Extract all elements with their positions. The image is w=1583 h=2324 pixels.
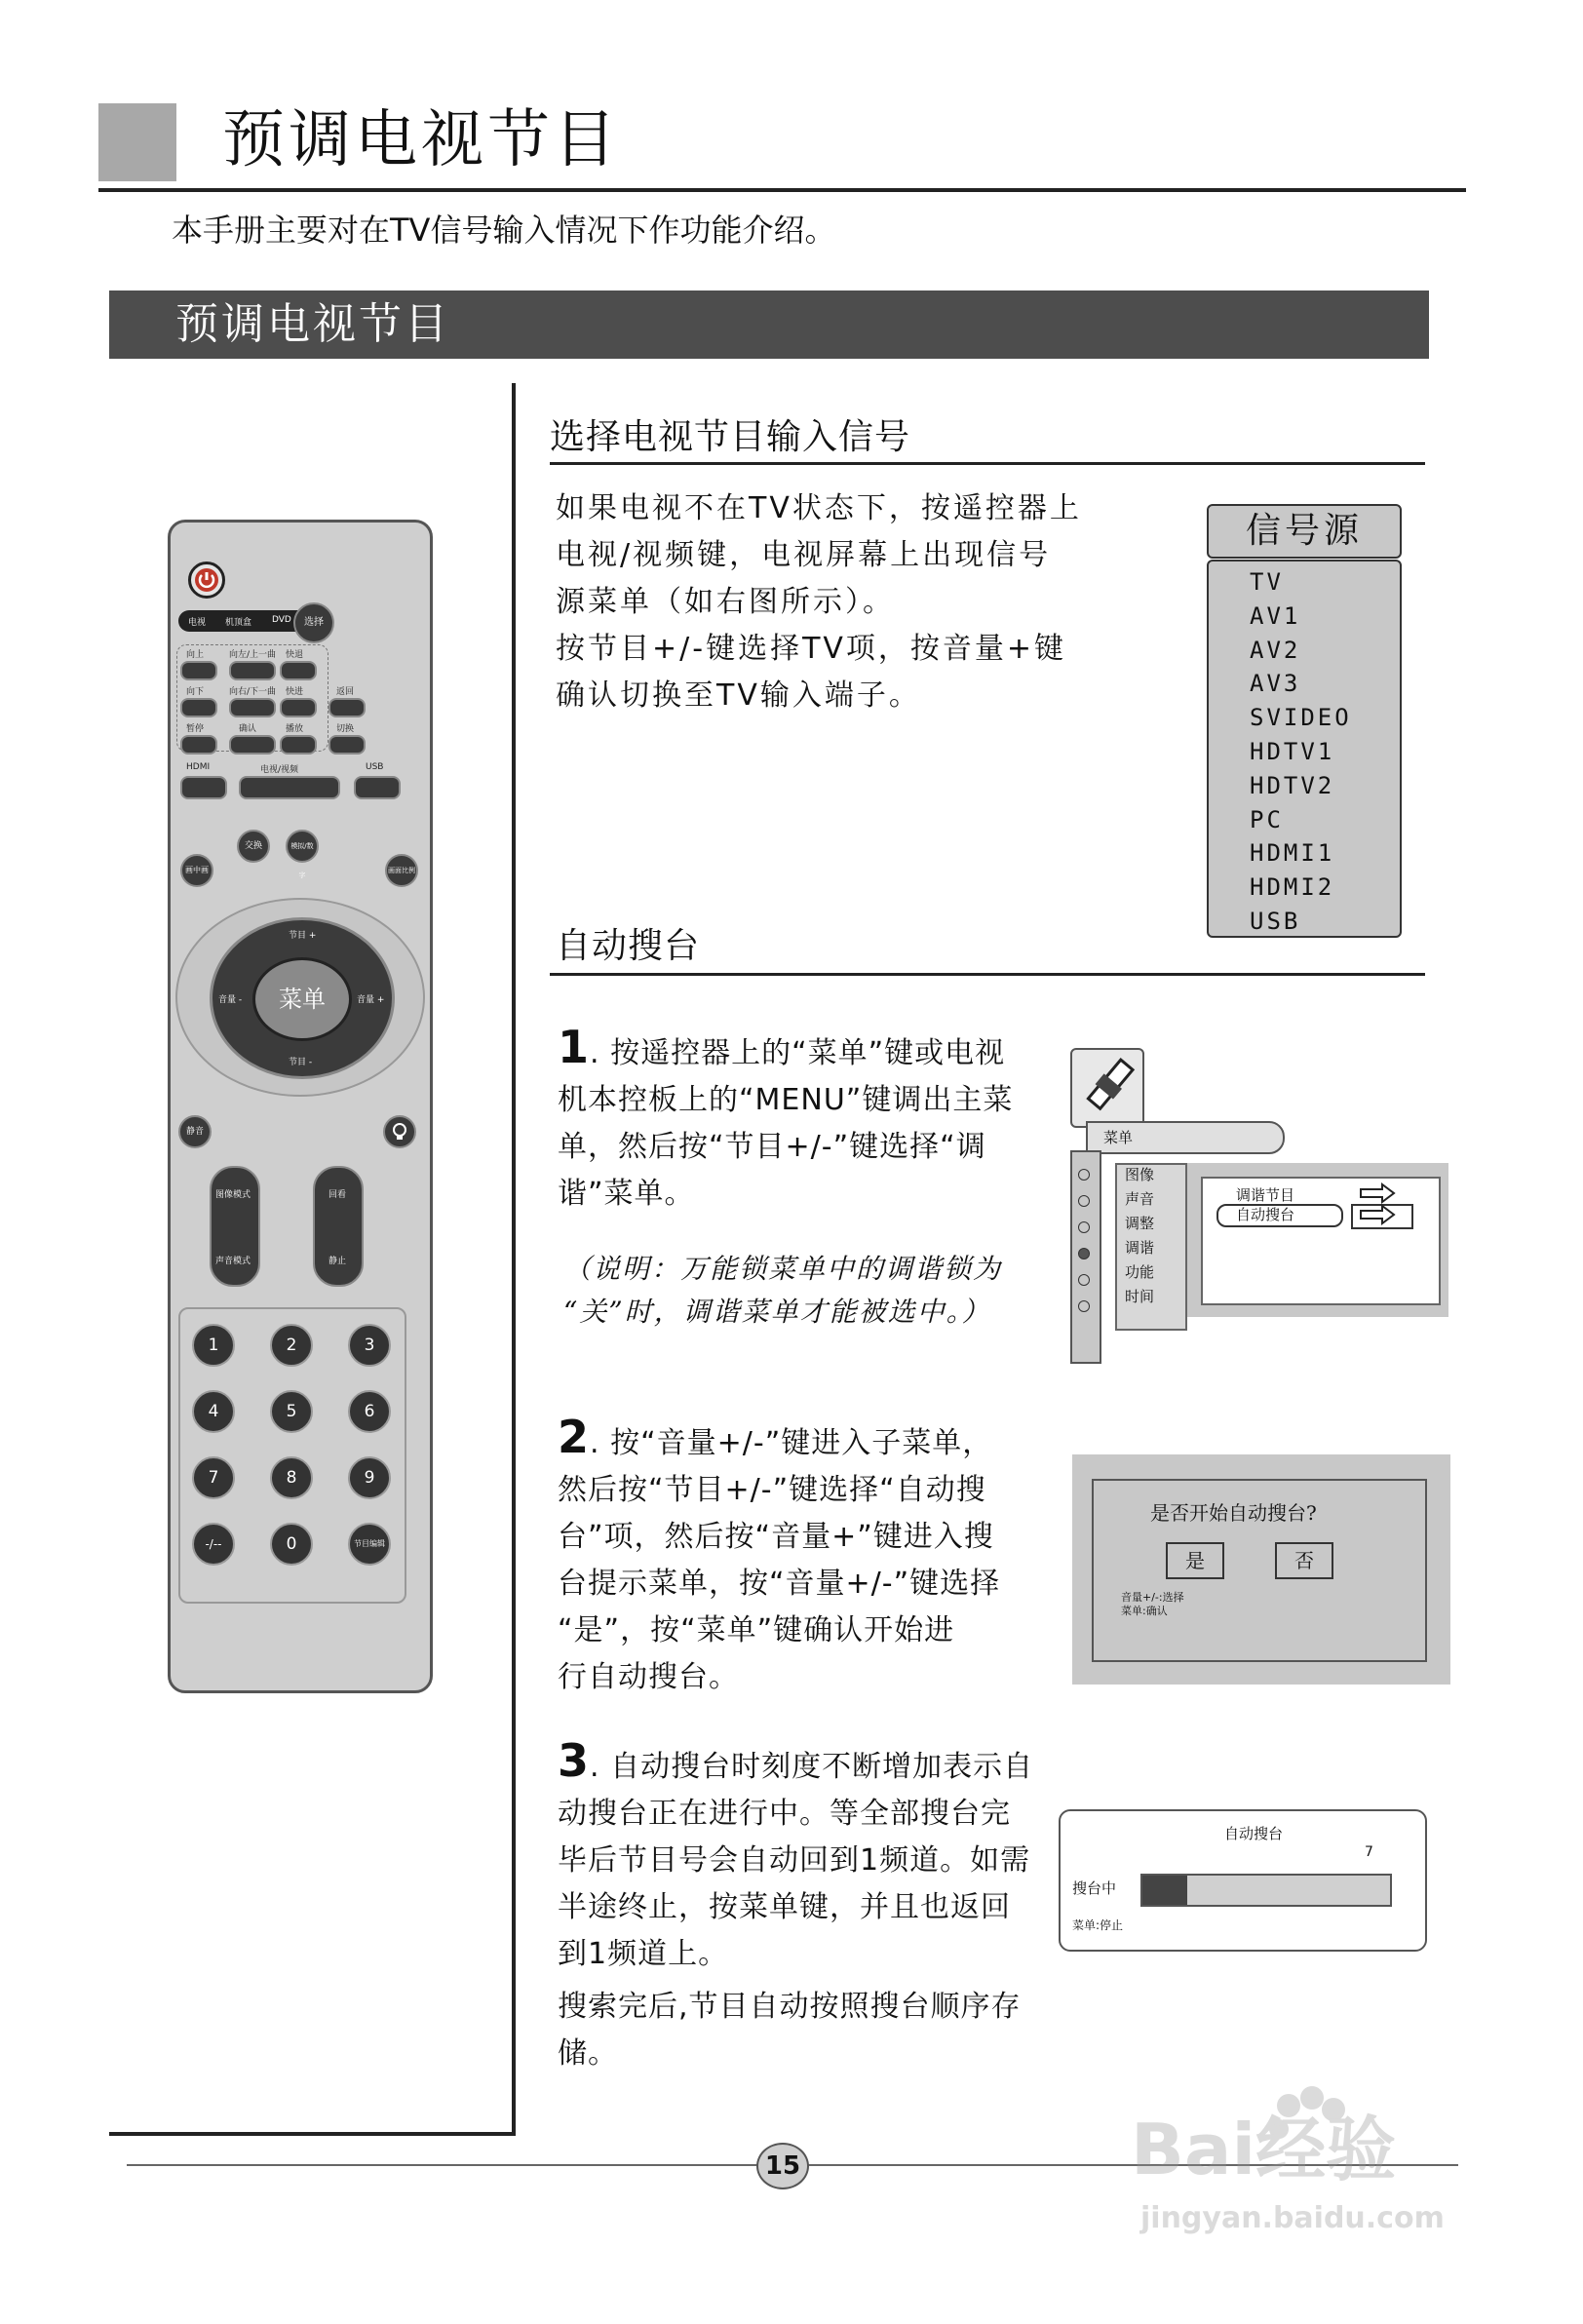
page-number: 15 xyxy=(756,2143,809,2189)
down-label: 向下 xyxy=(186,687,205,697)
source-item: USB xyxy=(1250,907,1301,935)
section-bar-title: 预调电视节目 xyxy=(175,299,450,349)
swap-label: 交换 xyxy=(244,841,262,851)
digit-3: 3 xyxy=(348,1324,391,1367)
menu-item: 调整 xyxy=(1125,1215,1155,1232)
confirm-key xyxy=(229,735,276,755)
source-item: HDTV2 xyxy=(1250,771,1335,799)
source-item: PC xyxy=(1250,805,1284,833)
confirm-dialog-screen xyxy=(1072,1454,1450,1685)
progress-channel: 7 xyxy=(1365,1844,1373,1860)
step1-note xyxy=(563,1248,1002,1334)
analog-digital-label: 模拟/数字 xyxy=(290,842,314,879)
return-key xyxy=(328,698,366,717)
forward-key xyxy=(280,698,317,717)
step1-note-line: （说明：万能锁菜单中的调谐锁为 xyxy=(563,1253,1003,1285)
pause-key xyxy=(180,735,217,755)
forward-label: 快进 xyxy=(286,687,304,697)
digit-7: 7 xyxy=(192,1456,235,1499)
digit-2: 2 xyxy=(270,1324,313,1367)
select-input-heading: 选择电视节目输入信号 xyxy=(550,417,911,457)
sound-mode-label: 声音模式 xyxy=(215,1257,251,1266)
program-edit-key: 节目编辑 xyxy=(348,1523,391,1566)
picture-sound-mode-key xyxy=(210,1166,260,1287)
header-rule xyxy=(98,188,1466,192)
source-item: SVIDEO xyxy=(1250,704,1352,732)
step2-line: . 按“音量+/-”键进入子菜单， xyxy=(590,1426,993,1460)
up-label: 向上 xyxy=(186,650,205,660)
digit-0: 0 xyxy=(270,1523,313,1566)
step1-line: 谐”菜单。 xyxy=(558,1177,695,1211)
left-prev-label: 向左/上一曲 xyxy=(229,650,277,660)
arrow-right-icon xyxy=(1359,1182,1398,1204)
select-button xyxy=(293,602,334,643)
source-item: HDTV1 xyxy=(1250,737,1335,765)
dialog-yes-button: 是 xyxy=(1166,1542,1224,1579)
progress-fill xyxy=(1142,1876,1187,1905)
column-bottom-rule xyxy=(109,2132,516,2136)
volume-down-label: 音量 - xyxy=(218,995,243,1005)
section-bar xyxy=(109,290,1429,359)
menu-item: 功能 xyxy=(1125,1263,1155,1281)
rewind-key xyxy=(280,661,317,680)
auto-search-rule xyxy=(550,973,1425,976)
digit-8: 8 xyxy=(270,1456,313,1499)
auto-search-heading: 自动搜台 xyxy=(556,926,701,966)
remote-control xyxy=(168,520,433,1693)
select-input-line: 如果电视不在TV状态下，按遥控器上 xyxy=(556,491,1082,525)
dialog-hint: 菜单:确认 xyxy=(1121,1605,1168,1617)
rewind-label: 快退 xyxy=(286,650,304,660)
right-next-label: 向右/下一曲 xyxy=(229,687,277,697)
select-input-line: 按节目+/-键选择TV项，按音量+键 xyxy=(556,632,1067,666)
dialog-hints xyxy=(1121,1591,1184,1618)
digit-9: 9 xyxy=(348,1456,391,1499)
mode-stb-label: 机顶盒 xyxy=(225,618,252,628)
baidu-paw-logo-icon xyxy=(1121,2076,1462,2193)
digit-5: 5 xyxy=(270,1390,313,1433)
menu-radios xyxy=(1078,1169,1090,1325)
channel-up-label: 节目 + xyxy=(289,931,317,941)
step1-line: 单，然后按“节目+/-”键选择“调 xyxy=(558,1130,986,1164)
source-item: AV3 xyxy=(1250,670,1301,698)
progress-screen xyxy=(1059,1809,1427,1952)
menu-item: 图像 xyxy=(1125,1166,1155,1183)
menu-item: 调谐 xyxy=(1125,1239,1155,1257)
lightbulb-icon xyxy=(385,1117,414,1146)
usb-key xyxy=(354,776,401,799)
source-menu xyxy=(1207,560,1402,938)
volume-up-label: 音量 + xyxy=(357,995,385,1005)
step3-line: 半途终止，按菜单键，并且也返回 xyxy=(558,1890,1011,1924)
recall-label: 回看 xyxy=(328,1190,347,1200)
menu-center-button xyxy=(252,957,352,1041)
switch-key xyxy=(328,735,366,755)
step3-line: . 自动搜台时刻度不断增加表示自 xyxy=(590,1750,1034,1784)
analog-digital-button xyxy=(286,830,319,879)
step3-line: 毕后节目号会自动回到1频道。如需 xyxy=(558,1843,1031,1878)
step3-line: 到1频道上。 xyxy=(558,1937,729,1971)
submenu-panel xyxy=(1187,1163,1448,1317)
hdmi-key xyxy=(180,776,227,799)
digit-4: 4 xyxy=(192,1390,235,1433)
antenna-plug-icon xyxy=(1072,1050,1142,1126)
usb-label: USB xyxy=(366,762,384,772)
step1-line: . 按遥控器上的“菜单”键或电视 xyxy=(590,1036,1006,1070)
play-label: 播放 xyxy=(286,724,304,734)
tuning-menu-screen xyxy=(1070,1048,1448,1360)
baidu-watermark xyxy=(1121,2076,1462,2242)
digit-dash: -/-- xyxy=(192,1523,235,1566)
submenu-auto-search-label: 自动搜台 xyxy=(1236,1206,1295,1223)
aspect-label: 画面比例 xyxy=(388,867,415,874)
select-input-line: 源菜单（如右图所示）。 xyxy=(556,585,895,619)
select-input-rule xyxy=(550,462,1425,465)
mode-tv-label: 电视 xyxy=(188,618,207,628)
select-input-line: 电视/视频键，电视屏幕上出现信号 xyxy=(556,538,1052,572)
column-divider xyxy=(512,383,516,2135)
channel-down-label: 节目 - xyxy=(289,1058,313,1067)
menu-item: 时间 xyxy=(1125,1288,1155,1305)
header-gray-block xyxy=(98,103,176,181)
pause-label: 暂停 xyxy=(186,724,205,734)
pip-label: 画中画 xyxy=(185,866,209,874)
step3-number: 3 xyxy=(558,1734,591,1787)
menu-items xyxy=(1125,1163,1154,1309)
up-key xyxy=(180,661,217,680)
progress-hint: 菜单:停止 xyxy=(1072,1918,1124,1932)
step1-text xyxy=(558,1021,1055,1218)
pip-button xyxy=(180,854,213,887)
digit-6: 6 xyxy=(348,1390,391,1433)
switch-label: 切换 xyxy=(336,724,355,734)
dialog-question: 是否开始自动搜台? xyxy=(1150,1501,1317,1525)
mute-button xyxy=(178,1115,212,1148)
down-key xyxy=(180,698,217,717)
step3-line: 动搜台正在进行中。等全部搜台完 xyxy=(558,1797,1011,1831)
swap-button xyxy=(237,830,270,863)
step1-note-line: “关”时，调谐菜单才能被选中。） xyxy=(563,1296,991,1328)
freeze-label: 静止 xyxy=(328,1257,347,1266)
mute-label: 静音 xyxy=(185,1127,204,1137)
step3-line: 搜索完后,节目自动按照搜台顺序存 xyxy=(558,1990,1022,2024)
menu-label-tab xyxy=(1086,1121,1285,1154)
intro-text: 本手册主要对在TV信号输入情况下作功能介绍。 xyxy=(172,212,836,249)
dialog-hint: 音量+/-:选择 xyxy=(1121,1591,1184,1604)
picture-mode-label: 图像模式 xyxy=(215,1190,251,1200)
confirm-label: 确认 xyxy=(239,724,257,734)
step3-text xyxy=(558,1734,1055,2077)
submenu-tune-label: 调谐节目 xyxy=(1236,1186,1295,1204)
menu-center-label: 菜单 xyxy=(279,986,326,1013)
source-item: HDMI1 xyxy=(1250,839,1335,868)
step2-line: 然后按“节目+/-”键选择“自动搜 xyxy=(558,1473,986,1507)
source-item: TV xyxy=(1250,568,1284,596)
watermark-url: jingyan.baidu.com xyxy=(1140,2201,1445,2235)
aspect-button xyxy=(385,854,418,887)
page-title: 预调电视节目 xyxy=(222,104,620,176)
left-prev-key xyxy=(229,661,276,680)
step2-line: 行自动搜台。 xyxy=(558,1660,739,1694)
return-label: 返回 xyxy=(336,687,355,697)
step2-number: 2 xyxy=(558,1411,591,1463)
step2-line: 台”项，然后按“音量+”键进入搜 xyxy=(558,1520,994,1554)
arrow-right-selected-icon xyxy=(1359,1204,1398,1225)
bulb-button xyxy=(383,1115,416,1148)
step2-line: “是”，按“菜单”键确认开始进 xyxy=(558,1613,955,1647)
right-next-key xyxy=(229,698,276,717)
dialog-no-button: 否 xyxy=(1275,1542,1333,1579)
antenna-tab xyxy=(1070,1048,1144,1128)
digit-1: 1 xyxy=(192,1324,235,1367)
recall-freeze-key xyxy=(313,1166,364,1287)
source-item: AV2 xyxy=(1250,636,1301,664)
step1-number: 1 xyxy=(558,1021,591,1073)
select-input-line: 确认切换至TV输入端子。 xyxy=(556,678,921,713)
power-icon xyxy=(191,564,222,596)
select-input-text xyxy=(556,485,1140,719)
power-button xyxy=(188,562,225,599)
progress-track xyxy=(1140,1874,1392,1907)
step2-line: 台提示菜单，按“音量+/-”键选择 xyxy=(558,1567,1001,1601)
hdmi-label: HDMI xyxy=(186,762,211,772)
watermark-logo-text: Bai经验 xyxy=(1131,2109,1397,2190)
tv-video-key xyxy=(239,776,340,799)
tv-video-label: 电视/视频 xyxy=(260,765,299,775)
play-key xyxy=(280,735,317,755)
step2-text xyxy=(558,1411,1055,1701)
source-item: AV1 xyxy=(1250,601,1301,630)
mode-dvd-label: DVD xyxy=(272,615,291,625)
progress-label: 搜台中 xyxy=(1072,1879,1117,1897)
source-item: HDMI2 xyxy=(1250,873,1335,902)
source-menu-title: 信号源 xyxy=(1207,504,1402,559)
select-label: 选择 xyxy=(304,617,324,628)
progress-title: 自动搜台 xyxy=(1224,1825,1284,1842)
menu-label: 菜单 xyxy=(1103,1129,1134,1146)
menu-item: 声音 xyxy=(1125,1190,1155,1208)
step3-line: 储。 xyxy=(558,2036,618,2071)
step1-line: 机本控板上的“MENU”键调出主菜 xyxy=(558,1083,1014,1117)
